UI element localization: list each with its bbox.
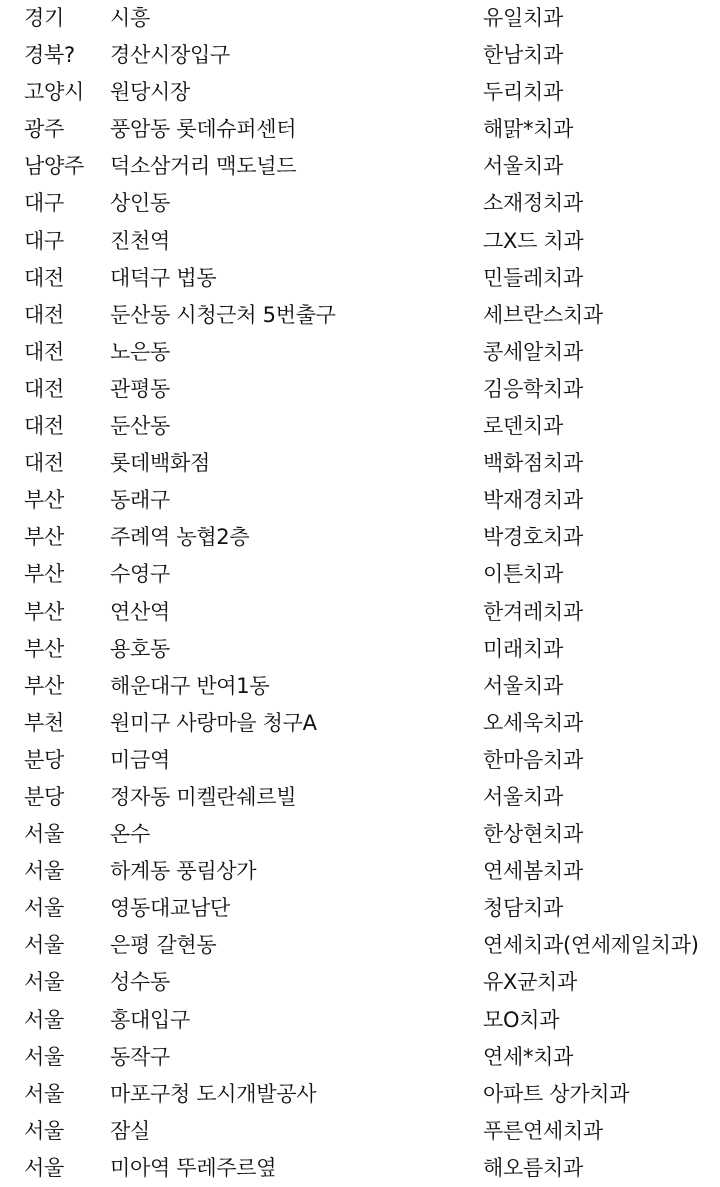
clinic-cell: 한남치과 <box>483 43 563 68</box>
region-cell: 서울 <box>24 1118 64 1143</box>
list-item <box>0 482 720 519</box>
region-cell: 대전 <box>24 265 64 290</box>
region-cell: 경북? <box>24 43 75 68</box>
region-cell: 대구 <box>24 191 64 216</box>
area-cell: 동래구 <box>110 488 170 513</box>
region-cell: 부산 <box>24 599 64 624</box>
area-cell: 영동대교남단 <box>110 896 230 921</box>
list-item <box>0 816 720 853</box>
area-cell: 주례역 농협2층 <box>110 525 250 550</box>
clinic-cell: 해오름치과 <box>483 1155 583 1180</box>
area-cell: 둔산동 시청근처 5번출구 <box>110 302 336 327</box>
list-item <box>0 853 720 890</box>
list-item <box>0 1002 720 1039</box>
list-item <box>0 223 720 260</box>
region-cell: 서울 <box>24 1007 64 1032</box>
area-cell: 마포구청 도시개발공사 <box>110 1081 317 1106</box>
area-cell: 연산역 <box>110 599 170 624</box>
area-cell: 원당시장 <box>110 80 190 105</box>
area-cell: 성수동 <box>110 970 170 995</box>
region-cell: 대전 <box>24 451 64 476</box>
clinic-cell: 연세*치과 <box>483 1044 574 1069</box>
list-item <box>0 927 720 964</box>
area-cell: 대덕구 법동 <box>110 265 217 290</box>
area-cell: 용호동 <box>110 636 170 661</box>
clinic-cell: 백화점치과 <box>483 451 583 476</box>
list-item <box>0 445 720 482</box>
list-item <box>0 0 720 37</box>
area-cell: 수영구 <box>110 562 170 587</box>
region-cell: 남양주 <box>24 154 84 179</box>
region-cell: 대전 <box>24 339 64 364</box>
area-cell: 해운대구 반여1동 <box>110 673 270 698</box>
list-item <box>0 148 720 185</box>
region-cell: 서울 <box>24 859 64 884</box>
list-item <box>0 631 720 668</box>
region-cell: 서울 <box>24 970 64 995</box>
list-item <box>0 74 720 111</box>
region-cell: 부산 <box>24 525 64 550</box>
region-cell: 부천 <box>24 710 64 735</box>
area-cell: 노은동 <box>110 339 170 364</box>
region-cell: 분당 <box>24 747 64 772</box>
clinic-cell: 두리치과 <box>483 80 563 105</box>
clinic-cell: 연세치과(연세제일치과) <box>483 933 699 958</box>
area-cell: 경산시장입구 <box>110 43 230 68</box>
clinic-cell: 미래치과 <box>483 636 563 661</box>
region-cell: 대전 <box>24 302 64 327</box>
clinic-cell: 로덴치과 <box>483 414 563 439</box>
list-item <box>0 1150 720 1187</box>
clinic-cell: 아파트 상가치과 <box>483 1081 630 1106</box>
area-cell: 정자동 미켈란쉐르빌 <box>110 784 297 809</box>
clinic-cell: 유일치과 <box>483 6 563 30</box>
region-cell: 대전 <box>24 376 64 401</box>
list-item <box>0 705 720 742</box>
list-item <box>0 37 720 74</box>
clinic-cell: 푸른연세치과 <box>483 1118 603 1143</box>
area-cell: 덕소삼거리 맥도널드 <box>110 154 297 179</box>
area-cell: 시흥 <box>110 6 150 30</box>
area-cell: 진천역 <box>110 228 170 253</box>
region-cell: 서울 <box>24 896 64 921</box>
region-cell: 서울 <box>24 1081 64 1106</box>
region-cell: 서울 <box>24 822 64 847</box>
clinic-cell: 연세봄치과 <box>483 859 583 884</box>
region-cell: 부산 <box>24 562 64 587</box>
clinic-cell: 박경호치과 <box>483 525 583 550</box>
clinic-cell: 그X드 치과 <box>483 228 584 253</box>
region-cell: 경기 <box>24 6 64 30</box>
region-cell: 고양시 <box>24 80 84 105</box>
list-item <box>0 556 720 593</box>
list-item <box>0 890 720 927</box>
area-cell: 하계동 풍림상가 <box>110 859 257 884</box>
clinic-cell: 이튼치과 <box>483 562 563 587</box>
list-item <box>0 1113 720 1150</box>
list-item <box>0 519 720 556</box>
list-item <box>0 111 720 148</box>
list-item <box>0 408 720 445</box>
clinic-cell: 김응학치과 <box>483 376 583 401</box>
region-cell: 서울 <box>24 1044 64 1069</box>
list-item <box>0 1076 720 1113</box>
area-cell: 온수 <box>110 822 150 847</box>
list-item <box>0 779 720 816</box>
area-cell: 풍암동 롯데슈퍼센터 <box>110 117 297 142</box>
clinic-cell: 소재정치과 <box>483 191 583 216</box>
area-cell: 잠실 <box>110 1118 150 1143</box>
region-cell: 대전 <box>24 414 64 439</box>
area-cell: 관평동 <box>110 376 170 401</box>
area-cell: 롯데백화점 <box>110 451 210 476</box>
list-item <box>0 1039 720 1076</box>
list-item <box>0 371 720 408</box>
clinic-cell: 콩세알치과 <box>483 339 583 364</box>
clinic-cell: 서울치과 <box>483 154 563 179</box>
clinic-cell: 한겨레치과 <box>483 599 583 624</box>
list-item <box>0 964 720 1001</box>
area-cell: 원미구 사랑마을 청구A <box>110 710 317 735</box>
clinic-cell: 오세욱치과 <box>483 710 583 735</box>
area-cell: 둔산동 <box>110 414 170 439</box>
area-cell: 동작구 <box>110 1044 170 1069</box>
clinic-cell: 해맑*치과 <box>483 117 574 142</box>
clinic-cell: 서울치과 <box>483 784 563 809</box>
region-cell: 부산 <box>24 673 64 698</box>
clinic-cell: 한마음치과 <box>483 747 583 772</box>
clinic-cell: 한상현치과 <box>483 822 583 847</box>
list-item <box>0 334 720 371</box>
area-cell: 홍대입구 <box>110 1007 190 1032</box>
region-cell: 부산 <box>24 636 64 661</box>
list-item <box>0 668 720 705</box>
list-item <box>0 594 720 631</box>
area-cell: 은평 갈현동 <box>110 933 217 958</box>
list-item <box>0 260 720 297</box>
region-cell: 분당 <box>24 784 64 809</box>
list-item <box>0 742 720 779</box>
region-cell: 부산 <box>24 488 64 513</box>
list-item <box>0 185 720 222</box>
region-cell: 대구 <box>24 228 64 253</box>
area-cell: 상인동 <box>110 191 170 216</box>
region-cell: 서울 <box>24 933 64 958</box>
region-cell: 광주 <box>24 117 64 142</box>
clinic-cell: 서울치과 <box>483 673 563 698</box>
area-cell: 미아역 뚜레주르옆 <box>110 1155 277 1180</box>
clinic-cell: 청담치과 <box>483 896 563 921</box>
clinic-cell: 세브란스치과 <box>483 302 603 327</box>
list-item <box>0 297 720 334</box>
clinic-cell: 모O치과 <box>483 1007 560 1032</box>
region-cell: 서울 <box>24 1155 64 1180</box>
clinic-cell: 박재경치과 <box>483 488 583 513</box>
clinic-cell: 유X균치과 <box>483 970 578 995</box>
clinic-cell: 민들레치과 <box>483 265 583 290</box>
area-cell: 미금역 <box>110 747 170 772</box>
